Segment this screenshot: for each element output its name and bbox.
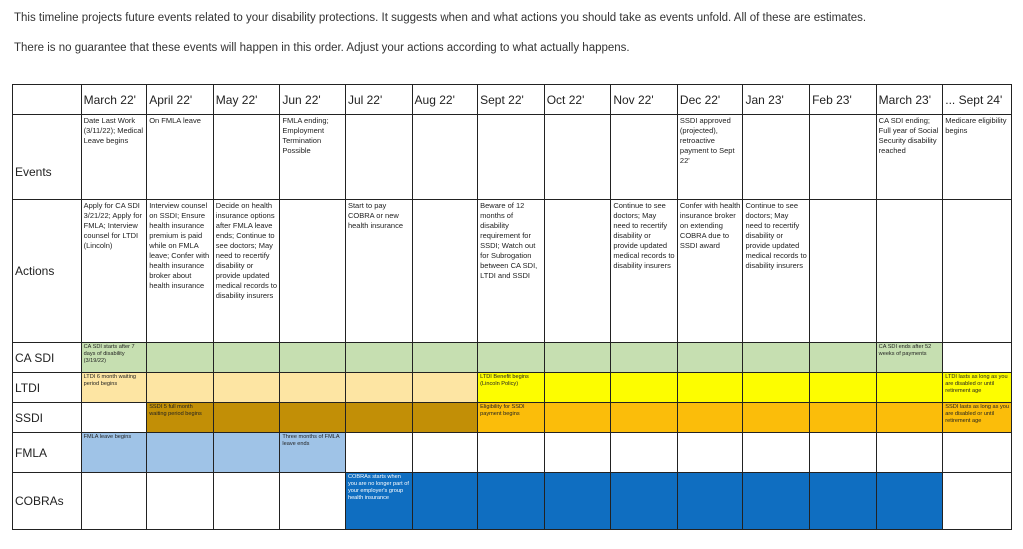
ca-sdi-band-cell bbox=[544, 343, 611, 373]
fmla-row bbox=[13, 433, 1012, 473]
header-corner-cell bbox=[13, 85, 82, 115]
ltdi-row bbox=[13, 373, 1012, 403]
ssdi-row bbox=[13, 403, 1012, 433]
empty-cell bbox=[743, 433, 810, 473]
row-label-ca-sdi: CA SDI bbox=[13, 343, 82, 373]
ssdi-payment-cell: Eligibility for SSDI payment begins bbox=[478, 403, 545, 433]
ca-sdi-start-cell: CA SDI starts after 7 days of disability (3/19/22) bbox=[81, 343, 147, 373]
ltdi-waiting-cell bbox=[147, 373, 214, 403]
empty-cell bbox=[611, 433, 678, 473]
empty-cell bbox=[810, 433, 877, 473]
month-header: March 23' bbox=[876, 85, 943, 115]
ca-sdi-band-cell bbox=[147, 343, 214, 373]
action-cell: Interview counsel on SSDI; Ensure health insurance premium is paid while on FMLA leave; Confer with health insurance broker about health insurance bbox=[147, 200, 214, 343]
intro-line-2: There is no guarantee that these events will happen in this order. Adjust your actions according to what actually happens. bbox=[14, 42, 630, 54]
empty-cell bbox=[544, 433, 611, 473]
action-cell: Continue to see doctors; May need to recertify disability or provide updated medical records to disability insurers bbox=[611, 200, 678, 343]
action-cell bbox=[810, 200, 877, 343]
month-header: Feb 23' bbox=[810, 85, 877, 115]
cobra-band-cell bbox=[412, 473, 478, 530]
month-header: ... Sept 24' bbox=[943, 85, 1012, 115]
empty-cell bbox=[943, 473, 1012, 530]
action-cell bbox=[876, 200, 943, 343]
ca-sdi-band-cell bbox=[611, 343, 678, 373]
ssdi-payment-cell bbox=[810, 403, 877, 433]
ltdi-benefit-cell bbox=[743, 373, 810, 403]
event-cell bbox=[213, 115, 280, 200]
action-cell: Beware of 12 months of disability requirement for SSDI; Watch out for Subrogation between CA SDI, LTDI and SSDI bbox=[478, 200, 545, 343]
cobras-row bbox=[13, 473, 1012, 530]
ssdi-lasts-cell: SSDI lasts as long as you are disabled or until retirement age bbox=[943, 403, 1012, 433]
cobra-band-cell bbox=[611, 473, 678, 530]
ssdi-payment-cell bbox=[876, 403, 943, 433]
event-cell bbox=[345, 115, 412, 200]
empty-cell bbox=[412, 433, 478, 473]
event-cell: SSDI approved (projected), retroactive payment to Sept 22' bbox=[677, 115, 743, 200]
month-header: Jun 22' bbox=[280, 85, 346, 115]
ltdi-benefit-cell bbox=[544, 373, 611, 403]
empty-cell bbox=[280, 473, 346, 530]
ca-sdi-band-cell bbox=[345, 343, 412, 373]
empty-cell bbox=[213, 473, 280, 530]
event-cell: Date Last Work (3/11/22); Medical Leave begins bbox=[81, 115, 147, 200]
cobra-band-cell bbox=[810, 473, 877, 530]
cobra-band-cell bbox=[743, 473, 810, 530]
ltdi-waiting-cell: LTDI 6 month waiting period begins bbox=[81, 373, 147, 403]
ltdi-benefit-cell bbox=[876, 373, 943, 403]
row-label-cobras: COBRAs bbox=[13, 473, 82, 530]
header-row bbox=[13, 85, 1012, 115]
month-header: Oct 22' bbox=[544, 85, 611, 115]
month-header: March 22' bbox=[81, 85, 147, 115]
row-label-ltdi: LTDI bbox=[13, 373, 82, 403]
action-cell: Start to pay COBRA or new health insurance bbox=[345, 200, 412, 343]
ssdi-payment-cell bbox=[743, 403, 810, 433]
event-cell bbox=[412, 115, 478, 200]
empty-cell bbox=[345, 433, 412, 473]
month-header: Jul 22' bbox=[345, 85, 412, 115]
actions-row bbox=[13, 200, 1012, 343]
ca-sdi-end-cell: CA SDI ends after 52 weeks of payments bbox=[876, 343, 943, 373]
ltdi-benefit-cell: LTDI Benefit begins (Lincoln Policy) bbox=[478, 373, 545, 403]
empty-cell bbox=[81, 403, 147, 433]
ca-sdi-band-cell bbox=[412, 343, 478, 373]
row-label-ssdi: SSDI bbox=[13, 403, 82, 433]
ca-sdi-row bbox=[13, 343, 1012, 373]
ltdi-waiting-cell bbox=[280, 373, 346, 403]
ca-sdi-band-cell bbox=[213, 343, 280, 373]
events-row bbox=[13, 115, 1012, 200]
event-cell: On FMLA leave bbox=[147, 115, 214, 200]
event-cell bbox=[810, 115, 877, 200]
ssdi-waiting-cell bbox=[213, 403, 280, 433]
action-cell: Decide on health insurance options after FMLA leave ends; Continue to see doctors; May need to recertify disability or provide updated medical records to disability insurers bbox=[213, 200, 280, 343]
empty-cell bbox=[943, 433, 1012, 473]
month-header: Aug 22' bbox=[412, 85, 478, 115]
row-label-fmla: FMLA bbox=[13, 433, 82, 473]
ltdi-benefit-cell bbox=[677, 373, 743, 403]
ca-sdi-band-cell bbox=[810, 343, 877, 373]
row-label-actions: Actions bbox=[13, 200, 82, 343]
event-cell bbox=[611, 115, 678, 200]
fmla-band-cell bbox=[147, 433, 214, 473]
event-cell: Medicare eligibility begins bbox=[943, 115, 1012, 200]
ssdi-waiting-cell bbox=[412, 403, 478, 433]
empty-cell bbox=[147, 473, 214, 530]
action-cell bbox=[943, 200, 1012, 343]
empty-cell bbox=[943, 343, 1012, 373]
empty-cell bbox=[677, 433, 743, 473]
fmla-end-cell: Three months of FMLA leave ends bbox=[280, 433, 346, 473]
cobra-band-cell bbox=[876, 473, 943, 530]
ssdi-payment-cell bbox=[544, 403, 611, 433]
month-header: May 22' bbox=[213, 85, 280, 115]
ssdi-payment-cell bbox=[677, 403, 743, 433]
empty-cell bbox=[876, 433, 943, 473]
month-header: Sept 22' bbox=[478, 85, 545, 115]
month-header: Nov 22' bbox=[611, 85, 678, 115]
event-cell bbox=[743, 115, 810, 200]
ltdi-waiting-cell bbox=[345, 373, 412, 403]
empty-cell bbox=[478, 433, 545, 473]
ca-sdi-band-cell bbox=[478, 343, 545, 373]
ca-sdi-band-cell bbox=[280, 343, 346, 373]
fmla-begin-cell: FMLA leave begins bbox=[81, 433, 147, 473]
ca-sdi-band-cell bbox=[743, 343, 810, 373]
action-cell bbox=[412, 200, 478, 343]
ltdi-benefit-cell bbox=[810, 373, 877, 403]
event-cell: CA SDI ending; Full year of Social Security disability reached bbox=[876, 115, 943, 200]
cobra-band-cell bbox=[677, 473, 743, 530]
cobra-band-cell bbox=[478, 473, 545, 530]
ltdi-waiting-cell bbox=[412, 373, 478, 403]
event-cell bbox=[544, 115, 611, 200]
action-cell: Confer with health insurance broker on extending COBRA due to SSDI award bbox=[677, 200, 743, 343]
cobra-band-cell bbox=[544, 473, 611, 530]
cobra-start-cell: COBRAs starts when you are no longer part of your employer's group health insurance bbox=[345, 473, 412, 530]
timeline-table bbox=[12, 84, 1012, 530]
empty-cell bbox=[81, 473, 147, 530]
ssdi-payment-cell bbox=[611, 403, 678, 433]
event-cell bbox=[478, 115, 545, 200]
ltdi-lasts-cell: LTDI lasts as long as you are disabled or until retirement age bbox=[943, 373, 1012, 403]
action-cell bbox=[544, 200, 611, 343]
month-header: April 22' bbox=[147, 85, 214, 115]
month-header: Dec 22' bbox=[677, 85, 743, 115]
action-cell: Apply for CA SDI 3/21/22; Apply for FMLA; Interview counsel for LTDI (Lincoln) bbox=[81, 200, 147, 343]
event-cell: FMLA ending; Employment Termination Possible bbox=[280, 115, 346, 200]
ssdi-waiting-cell: SSDI 5 full month waiting period begins bbox=[147, 403, 214, 433]
ssdi-waiting-cell bbox=[345, 403, 412, 433]
row-label-events: Events bbox=[13, 115, 82, 200]
action-cell bbox=[280, 200, 346, 343]
fmla-band-cell bbox=[213, 433, 280, 473]
month-header: Jan 23' bbox=[743, 85, 810, 115]
action-cell: Continue to see doctors; May need to recertify disability or provide updated medical records to disability insurers bbox=[743, 200, 810, 343]
intro-line-1: This timeline projects future events related to your disability protections. It suggests when and what actions you should take as events unfold. All of these are estimates. bbox=[14, 12, 867, 24]
ssdi-waiting-cell bbox=[280, 403, 346, 433]
ltdi-waiting-cell bbox=[213, 373, 280, 403]
ltdi-benefit-cell bbox=[611, 373, 678, 403]
ca-sdi-band-cell bbox=[677, 343, 743, 373]
